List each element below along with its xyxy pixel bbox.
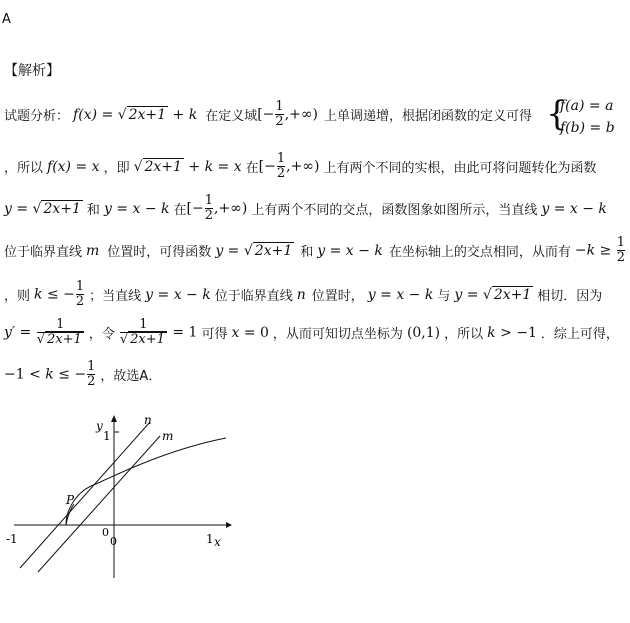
text-line-3: y = √ 2x+1 和 y = x − k 在 [− $\frac{1}{2}$ ,+∞) 上有两个不同的交点，函数图象如图所示，当直线 y = x − k xyxy=(4,193,607,223)
formula-f-def: f(x) = √ 2x+1 + k xyxy=(73,106,198,123)
y-axis-arrow xyxy=(111,415,117,422)
y-tick-label-1: 1 xyxy=(103,429,111,443)
line-m-label: m xyxy=(162,429,174,443)
text-line-2: ，所以 f(x) = x ，即 √ 2x+1 + k = x 在 [− $\frac{1}{2}$ ,+∞) 上有两个不同的实根，由此可将问题转化为函数 xyxy=(4,151,597,181)
left-brace: { xyxy=(546,94,568,134)
x-axis-arrow xyxy=(226,522,232,528)
domain-interval: [− $\frac{1}{2}$ ,+∞) xyxy=(257,99,318,129)
system-eq-b: f(b) = b xyxy=(560,120,615,136)
system-eq-a: f(a) = a xyxy=(560,98,614,114)
text-line-6: y′ = $\frac{1}{√ 2x+1}$ ，令 $\frac{1}{√ 2x+1}$ = 1 可得 x = 0 ，从而可知切点坐标为 (0,1) ，所以 k > −1 ．综上可得， xyxy=(4,317,619,347)
origin-label-2: 0 xyxy=(110,535,117,548)
line-n-label: n xyxy=(144,413,152,427)
answer-letter: A xyxy=(2,12,11,27)
equation-system xyxy=(546,96,626,140)
origin-label: 0 xyxy=(102,526,109,539)
lead-text: 试题分析： xyxy=(4,109,70,124)
analysis-heading: 【解析】 xyxy=(4,63,60,79)
x-tick-label-1: 1 xyxy=(206,532,214,546)
text-line-7: −1 < k ≤ − $\frac{1}{2}$ ，故选A． xyxy=(4,359,162,389)
x-tick-label-neg1: -1 xyxy=(6,532,18,546)
text-line-1: 试题分析： f(x) = √ 2x+1 + k 在定义域 [− $\frac{1}{2}$ ,+∞) 上单调递增，根据闭函数的定义可得 xyxy=(4,99,533,129)
text-line-4: 位于临界直线 m 位置时，可得函数 y = √ 2x+1 和 y = x − k 在坐标轴上的交点相同，从而有 −k ≥ $\frac{1}{2}$ xyxy=(4,235,625,265)
y-axis-label: y xyxy=(96,419,103,433)
text-line-5: ，则 k ≤ − $\frac{1}{2}$ ；当直线 y = x − k 位于临界直线 n 位置时， y = x − k 与 y = √ 2x+1 相切．因为 xyxy=(4,279,603,309)
function-graph xyxy=(0,400,240,580)
point-p-label: P xyxy=(66,493,75,507)
line-m xyxy=(38,436,160,572)
formula-root-eq: √ 2x+1 + k = x xyxy=(133,158,242,175)
line-n xyxy=(20,422,150,568)
formula-fx-eq-x: f(x) = x xyxy=(47,158,100,175)
x-axis-label: x xyxy=(214,535,221,549)
